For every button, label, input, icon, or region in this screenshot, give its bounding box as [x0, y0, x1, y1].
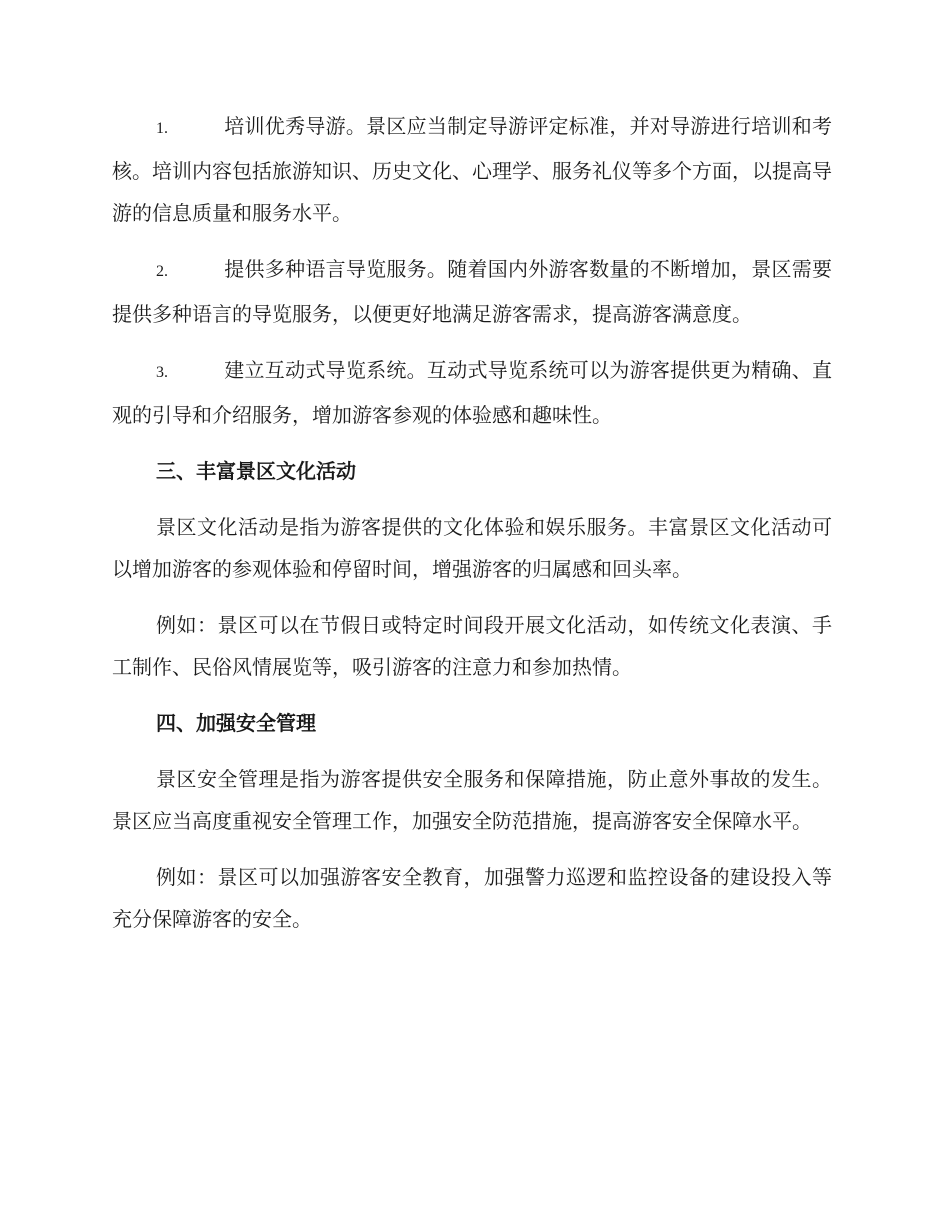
paragraph-culture-example: 例如：景区可以在节假日或特定时间段开展文化活动，如传统文化表演、手工制作、民俗风情展览等，吸引游客的注意力和参加热情。 [112, 613, 832, 679]
paragraph-culture-intro: 景区文化活动是指为游客提供的文化体验和娱乐服务。丰富景区文化活动可以增加游客的参观体验和停留时间，增强游客的归属感和回头率。 [112, 515, 832, 581]
list-item-number: 2. [156, 263, 168, 280]
section-heading-safety: 四、加强安全管理 [156, 711, 316, 735]
list-item-text: 提供多种语言导览服务。随着国内外游客数量的不断增加，景区需要提供多种语言的导览服务，以便更好地满足游客需求，提高游客满意度。 [112, 257, 832, 326]
list-item-2 [112, 248, 832, 335]
section-heading-culture: 三、丰富景区文化活动 [156, 459, 356, 483]
paragraph-safety-intro: 景区安全管理是指为游客提供安全服务和保障措施，防止意外事故的发生。景区应当高度重视安全管理工作，加强安全防范措施，提高游客安全保障水平。 [112, 767, 832, 833]
list-item-3 [112, 349, 832, 436]
document-body [112, 105, 832, 954]
list-item-text: 培训优秀导游。景区应当制定导游评定标准，并对导游进行培训和考核。培训内容包括旅游知识、历史文化、心理学、服务礼仪等多个方面，以提高导游的信息质量和服务水平。 [112, 114, 832, 225]
paragraph-safety-example: 例如：景区可以加强游客安全教育，加强警力巡逻和监控设备的建设投入等充分保障游客的安全。 [112, 865, 832, 931]
list-item-text: 建立互动式导览系统。互动式导览系统可以为游客提供更为精确、直观的引导和介绍服务，增加游客参观的体验感和趣味性。 [112, 358, 832, 427]
list-item-number: 1. [156, 120, 168, 137]
list-item-number: 3. [156, 364, 168, 381]
list-item-1 [112, 105, 832, 234]
